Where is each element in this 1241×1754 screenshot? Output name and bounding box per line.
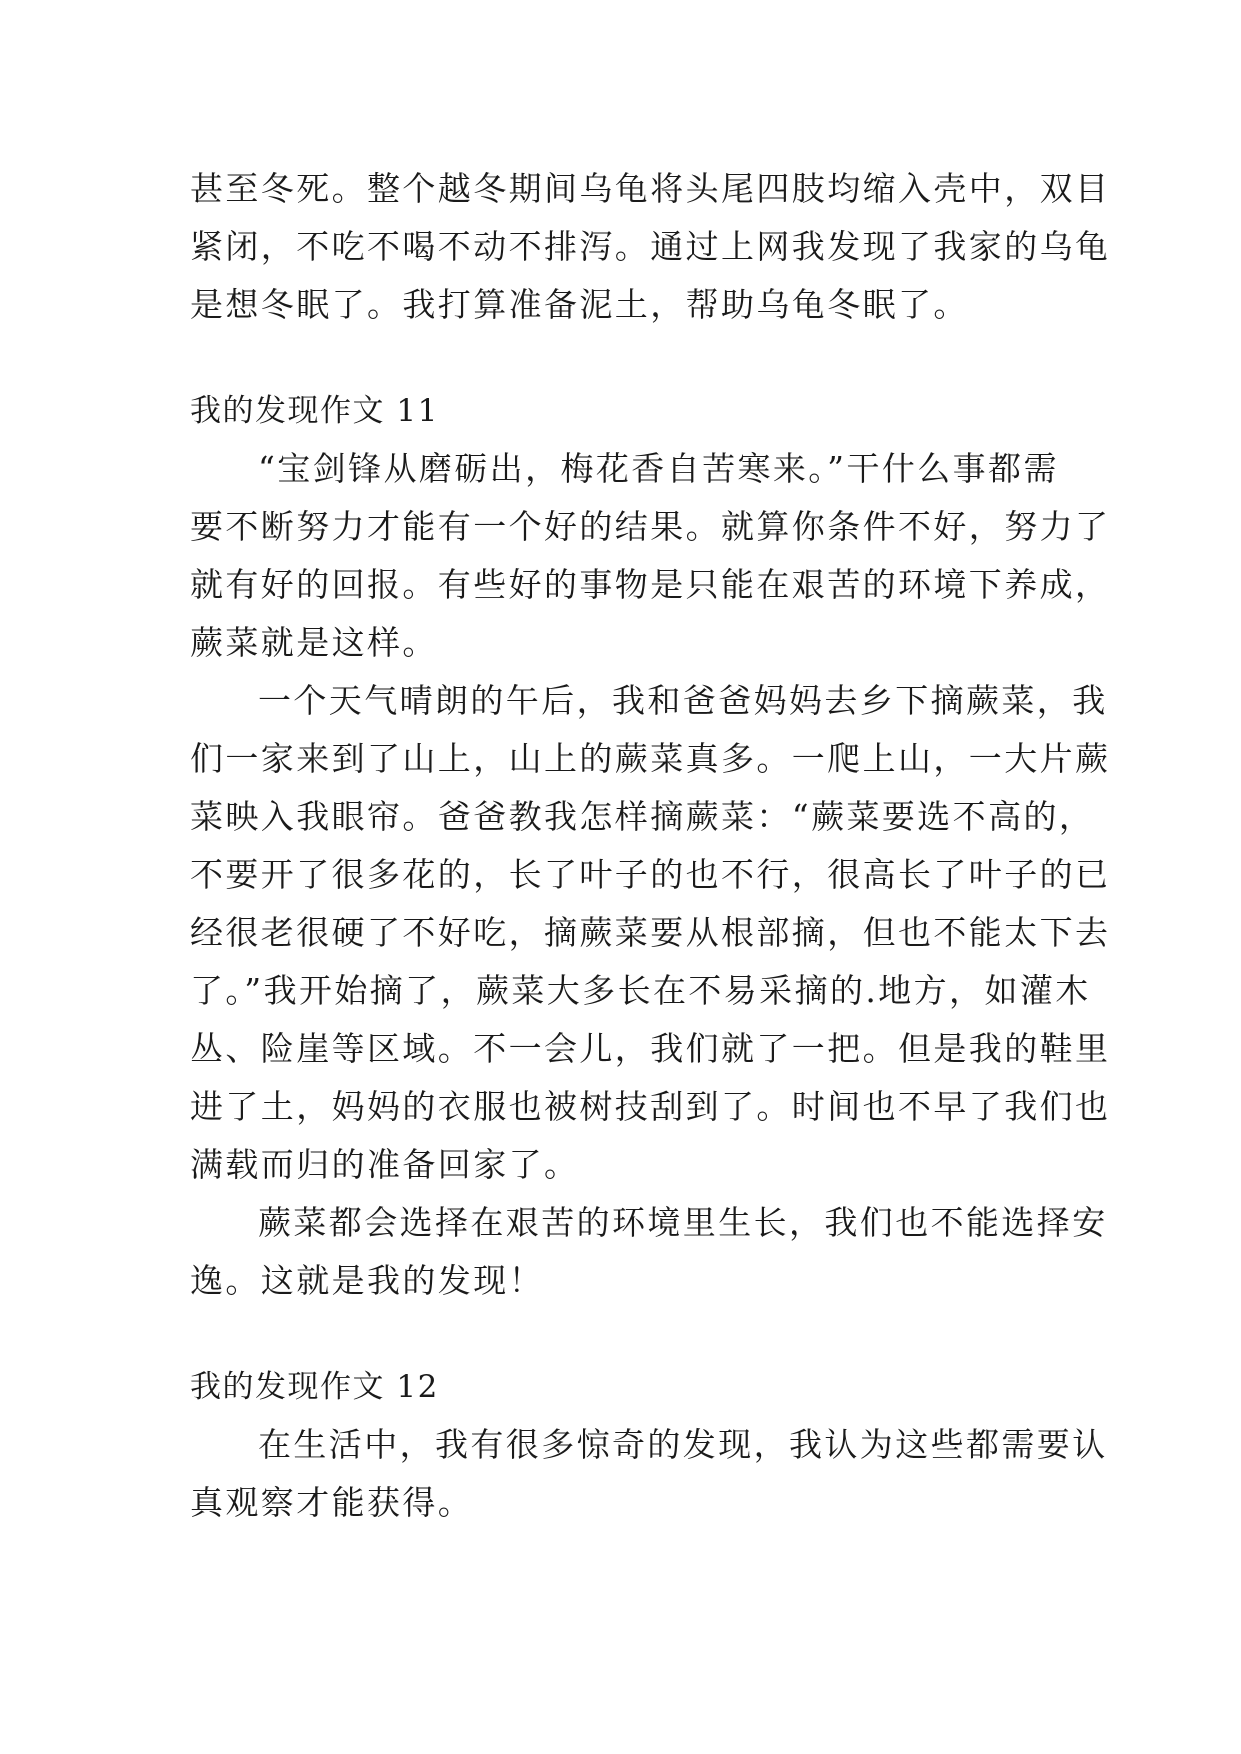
section-gap (190, 1310, 1052, 1358)
text-line: 逸。这就是我的发现！ (190, 1261, 544, 1300)
text-line: 不要开了很多花的，长了叶子的也不行，很高长了叶子的已 (190, 855, 1111, 894)
essay-11 (190, 382, 1111, 1310)
text-line: “宝剑锋从磨砺出，梅花香自苦寒来。”干什么事都需 (258, 449, 1059, 488)
text-line: 就有好的回报。有些好的事物是只能在艰苦的环境下养成， (190, 565, 1111, 604)
text-line: 满载而归的准备回家了。 (190, 1145, 580, 1184)
paragraph (190, 440, 1111, 672)
text-line: 蕨菜就是这样。 (190, 623, 438, 662)
text-line: 在生活中，我有很多惊奇的发现，我认为这些都需要认 (258, 1425, 1108, 1464)
text-line: 们一家来到了山上，山上的蕨菜真多。一爬上山，一大片蕨 (190, 739, 1111, 778)
text-line: 是想冬眠了。我打算准备泥土，帮助乌龟冬眠了。 (190, 285, 969, 324)
paragraph (190, 672, 1111, 1194)
essay-12 (190, 1358, 1108, 1532)
text-line: 丛、险崖等区域。不一会儿，我们就了一把。但是我的鞋里 (190, 1029, 1111, 1068)
text-line: 经很老很硬了不好吃，摘蕨菜要从根部摘，但也不能太下去 (190, 913, 1111, 952)
essay-title: 我的发现作文 11 (190, 393, 439, 429)
text-line: 一个天气晴朗的午后，我和爸爸妈妈去乡下摘蕨菜，我 (258, 681, 1108, 720)
text-line: 甚至冬死。整个越冬期间乌龟将头尾四肢均缩入壳中，双目 (190, 169, 1111, 208)
text-line: 菜映入我眼帘。爸爸教我怎样摘蕨菜：“蕨菜要选不高的， (190, 797, 1095, 836)
text-line: 紧闭，不吃不喝不动不排泻。通过上网我发现了我家的乌龟 (190, 227, 1111, 266)
paragraph (190, 1416, 1108, 1532)
section-gap (190, 334, 1052, 382)
text-line: 了。”我开始摘了，蕨菜大多长在不易采摘的.地方，如灌木 (190, 971, 1091, 1010)
paragraph (190, 1194, 1108, 1310)
text-line: 蕨菜都会选择在艰苦的环境里生长，我们也不能选择安 (258, 1203, 1108, 1242)
document-body (190, 160, 1111, 1532)
intro-paragraph (190, 160, 1111, 334)
text-line: 要不断努力才能有一个好的结果。就算你条件不好，努力了 (190, 507, 1111, 546)
text-line: 进了土，妈妈的衣服也被树技刮到了。时间也不早了我们也 (190, 1087, 1111, 1126)
text-line: 真观察才能获得。 (190, 1483, 474, 1522)
essay-title: 我的发现作文 12 (190, 1369, 439, 1405)
